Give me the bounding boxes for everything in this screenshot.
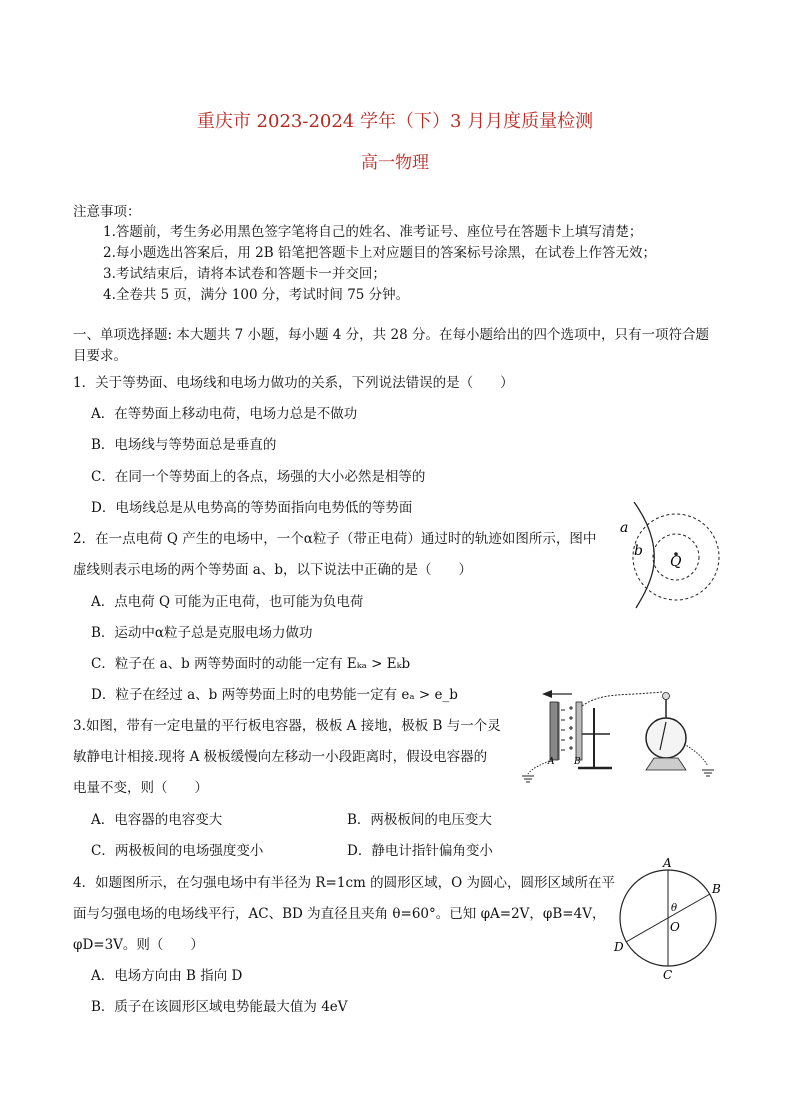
label-D: D xyxy=(614,940,624,954)
q4-figure xyxy=(608,855,728,983)
q2-figure xyxy=(614,502,724,610)
q4-option-a: A．电场方向由 B 指向 D xyxy=(91,968,243,984)
section-heading-line2: 目要求。 xyxy=(73,348,127,364)
q3-stem-line3: 电量不变，则（ ） xyxy=(73,780,208,796)
notice-heading: 注意事项： xyxy=(73,204,141,220)
q1-option-c: C．在同一个等势面上的各点，场强的大小必然是相等的 xyxy=(91,469,426,485)
q3-figure xyxy=(512,688,728,784)
plate-a xyxy=(550,702,558,760)
notice-item-1: 1.答题前，考生务必用黑色签字笔将自己的姓名、准考证号、座位号在答题卡上填写清楚； xyxy=(103,224,643,240)
label-a: a xyxy=(620,520,629,536)
q3-option-b: B．两极板间的电压变大 xyxy=(347,812,492,828)
label-theta: θ xyxy=(671,903,678,914)
q1-option-b: B．电场线与等势面总是垂直的 xyxy=(91,437,277,453)
q2-stem-line1: 2．在一点电荷 Q 产生的电场中，一个α粒子（带正电荷）通过时的轨迹如图所示，图中 xyxy=(73,531,597,547)
label-plate-a: A xyxy=(548,757,555,767)
label-b: b xyxy=(634,543,643,559)
label-q: Q xyxy=(670,554,682,570)
label-C: C xyxy=(663,968,673,982)
plate-b xyxy=(576,702,582,760)
q2-option-d: D．粒子在经过 a、b 两等势面上时的电势能一定有 eₐ > e_b xyxy=(91,687,458,703)
q3-stem-line2: 敏静电计相接.现将 A 极板缓慢向左移动一小段距离时，假设电容器的 xyxy=(73,749,488,765)
q1-stem: 1．关于等势面、电场线和电场力做功的关系，下列说法错误的是（ ） xyxy=(73,375,514,391)
notice-item-2: 2.每小题选出答案后，用 2B 铅笔把答题卡上对应题目的答案标号涂黑，在试卷上作答无效； xyxy=(103,245,656,261)
q4-stem-line2: 面与匀强电场的电场线平行，AC、BD 为直径且夹角 θ=60°。已知 φA=2V，φB=4V， xyxy=(73,906,606,922)
q2-stem-line2: 虚线则表示电场的两个等势面 a、b，以下说法中正确的是（ ） xyxy=(73,562,472,578)
exam-title: 重庆市 2023-2024 学年（下）3 月月度质量检测 xyxy=(196,111,594,132)
q1-option-d: D．电场线总是从电势高的等势面指向电势低的等势面 xyxy=(91,500,413,516)
label-A: A xyxy=(663,856,672,870)
q2-option-b: B．运动中α粒子总是克服电场力做功 xyxy=(91,625,313,641)
q4-option-b: B．质子在该圆形区域电势能最大值为 4eV xyxy=(91,999,348,1015)
q2-option-c: C．粒子在 a、b 两等势面时的动能一定有 Eₖₐ > Eₖb xyxy=(91,656,411,672)
notice-item-3: 3.考试结束后，请将本试卷和答题卡一并交回； xyxy=(103,266,386,282)
exam-subtitle: 高一物理 xyxy=(361,153,429,173)
label-B: B xyxy=(712,882,721,896)
q3-option-a: A．电容器的电容变大 xyxy=(91,812,223,828)
notice-item-4: 4.全卷共 5 页，满分 100 分，考试时间 75 分钟。 xyxy=(103,287,410,303)
q3-option-d: D．静电计指针偏角变小 xyxy=(347,843,493,859)
q3-stem-line1: 3.如图，带有一定电量的平行板电容器，极板 A 接地，极板 B 与一个灵 xyxy=(73,718,501,734)
q2-option-a: A．点电荷 Q 可能为正电荷，也可能为负电荷 xyxy=(91,594,364,610)
label-plate-b: B xyxy=(574,757,581,767)
q4-stem-line1: 4．如题图所示，在匀强电场中有半径为 R=1cm 的圆形区域，O 为圆心，圆形区域所在平 xyxy=(73,875,615,891)
move-left-arrow-icon xyxy=(542,690,552,698)
label-O: O xyxy=(670,920,680,934)
q1-option-a: A．在等势面上移动电荷，电场力总是不做功 xyxy=(91,406,358,422)
section-heading-line1: 一、单项选择题: 本大题共 7 小题，每小题 4 分，共 28 分。在每小题给出的四个选项中，只有一项符合题 xyxy=(73,327,709,343)
q3-option-c: C．两极板间的电场强度变小 xyxy=(91,843,264,859)
q4-stem-line3: φD=3V。则（ ） xyxy=(73,937,204,953)
